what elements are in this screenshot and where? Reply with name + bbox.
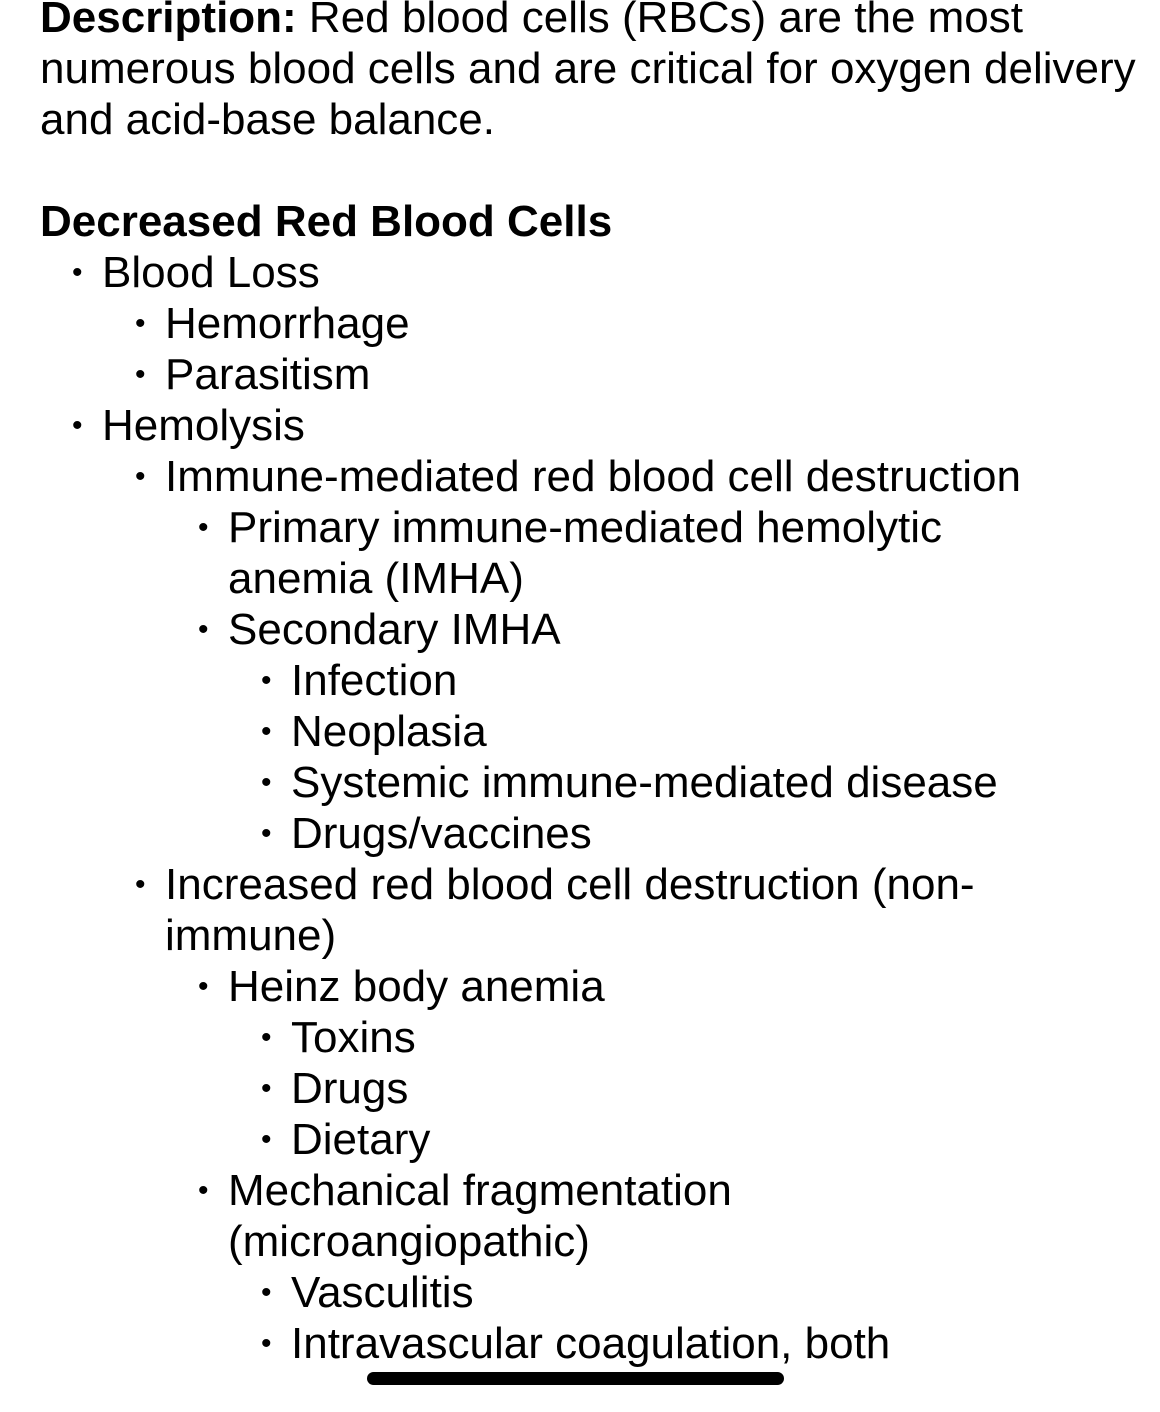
bullet-icon: •: [261, 1327, 272, 1360]
list-item-primary-imha: [40, 502, 1140, 604]
list-item-label: Drugs/vaccines: [291, 809, 592, 858]
list-item-label: Blood Loss: [102, 248, 320, 297]
list-item-label: Neoplasia: [291, 707, 487, 756]
list-item-label: Infection: [291, 656, 458, 705]
bullet-icon: •: [261, 664, 272, 697]
list-item-blood-loss: [40, 247, 1140, 400]
bullet-icon: •: [72, 409, 83, 442]
bullet-icon: •: [261, 1072, 272, 1105]
description-text: Red blood cells (RBCs) are the most numerous blood cells and are critical for oxygen delivery and acid-base balance.: [40, 0, 1136, 144]
bullet-icon: •: [135, 868, 146, 901]
list-item-label: Mechanical fragmentation (microangiopathic): [228, 1166, 732, 1266]
bullet-icon: •: [135, 358, 146, 391]
list-item-label: Dietary: [291, 1115, 431, 1164]
bullet-icon: •: [261, 1021, 272, 1054]
bullet-icon: •: [72, 256, 83, 289]
list-item-label: Toxins: [291, 1013, 416, 1062]
list-item-hemorrhage: [40, 298, 1140, 349]
list-item-infection: [40, 655, 1140, 706]
list-item-drugs-vaccines: [40, 808, 1140, 859]
bullet-icon: •: [198, 511, 209, 544]
list-item-label: Systemic immune-mediated disease: [291, 758, 998, 807]
list-item-vasculitis: [40, 1267, 1140, 1318]
bullet-icon: •: [198, 970, 209, 1003]
list-item-label: Vasculitis: [291, 1268, 474, 1317]
bullet-icon: •: [261, 715, 272, 748]
list-item-label: Intravascular coagulation, both: [291, 1319, 891, 1368]
list-item-drugs: [40, 1063, 1140, 1114]
bullet-icon: •: [261, 766, 272, 799]
cause-tree: [40, 247, 1140, 1369]
home-indicator[interactable]: [367, 1372, 784, 1385]
list-item-label: Parasitism: [165, 350, 371, 399]
list-item-label: Heinz body anemia: [228, 962, 605, 1011]
bullet-icon: •: [261, 1123, 272, 1156]
bullet-icon: •: [261, 817, 272, 850]
bullet-icon: •: [135, 307, 146, 340]
list-item-dietary: [40, 1114, 1140, 1165]
document-content: [40, 0, 1140, 1369]
list-item-parasitism: [40, 349, 1140, 400]
bullet-icon: •: [198, 1174, 209, 1207]
list-item-label: Increased red blood cell destruction (non-immune): [165, 860, 975, 960]
list-item-label: Primary immune-mediated hemolytic anemia (IMHA): [228, 503, 942, 603]
bullet-icon: •: [135, 460, 146, 493]
description-label: Description:: [40, 0, 297, 42]
list-item-neoplasia: [40, 706, 1140, 757]
section-title: Decreased Red Blood Cells: [40, 197, 613, 246]
bullet-icon: •: [198, 613, 209, 646]
list-item-intravascular-coagulation: [40, 1318, 1140, 1369]
list-item-label: Secondary IMHA: [228, 605, 561, 654]
list-item-label: Hemolysis: [102, 401, 305, 450]
list-item-toxins: [40, 1012, 1140, 1063]
list-item-non-immune: [40, 859, 1140, 1369]
list-item-label: Hemorrhage: [165, 299, 410, 348]
list-item-mechanical-fragmentation: [40, 1165, 1140, 1369]
list-item-label: Immune-mediated red blood cell destruction: [165, 452, 1022, 501]
list-item-secondary-imha: [40, 604, 1140, 859]
list-item-systemic: [40, 757, 1140, 808]
description-paragraph: [40, 0, 1140, 145]
list-item-immune-mediated: [40, 451, 1140, 859]
list-item-label: Drugs: [291, 1064, 409, 1113]
bullet-icon: •: [261, 1276, 272, 1309]
list-item-heinz-body: [40, 961, 1140, 1165]
list-item-hemolysis: [40, 400, 1140, 1369]
